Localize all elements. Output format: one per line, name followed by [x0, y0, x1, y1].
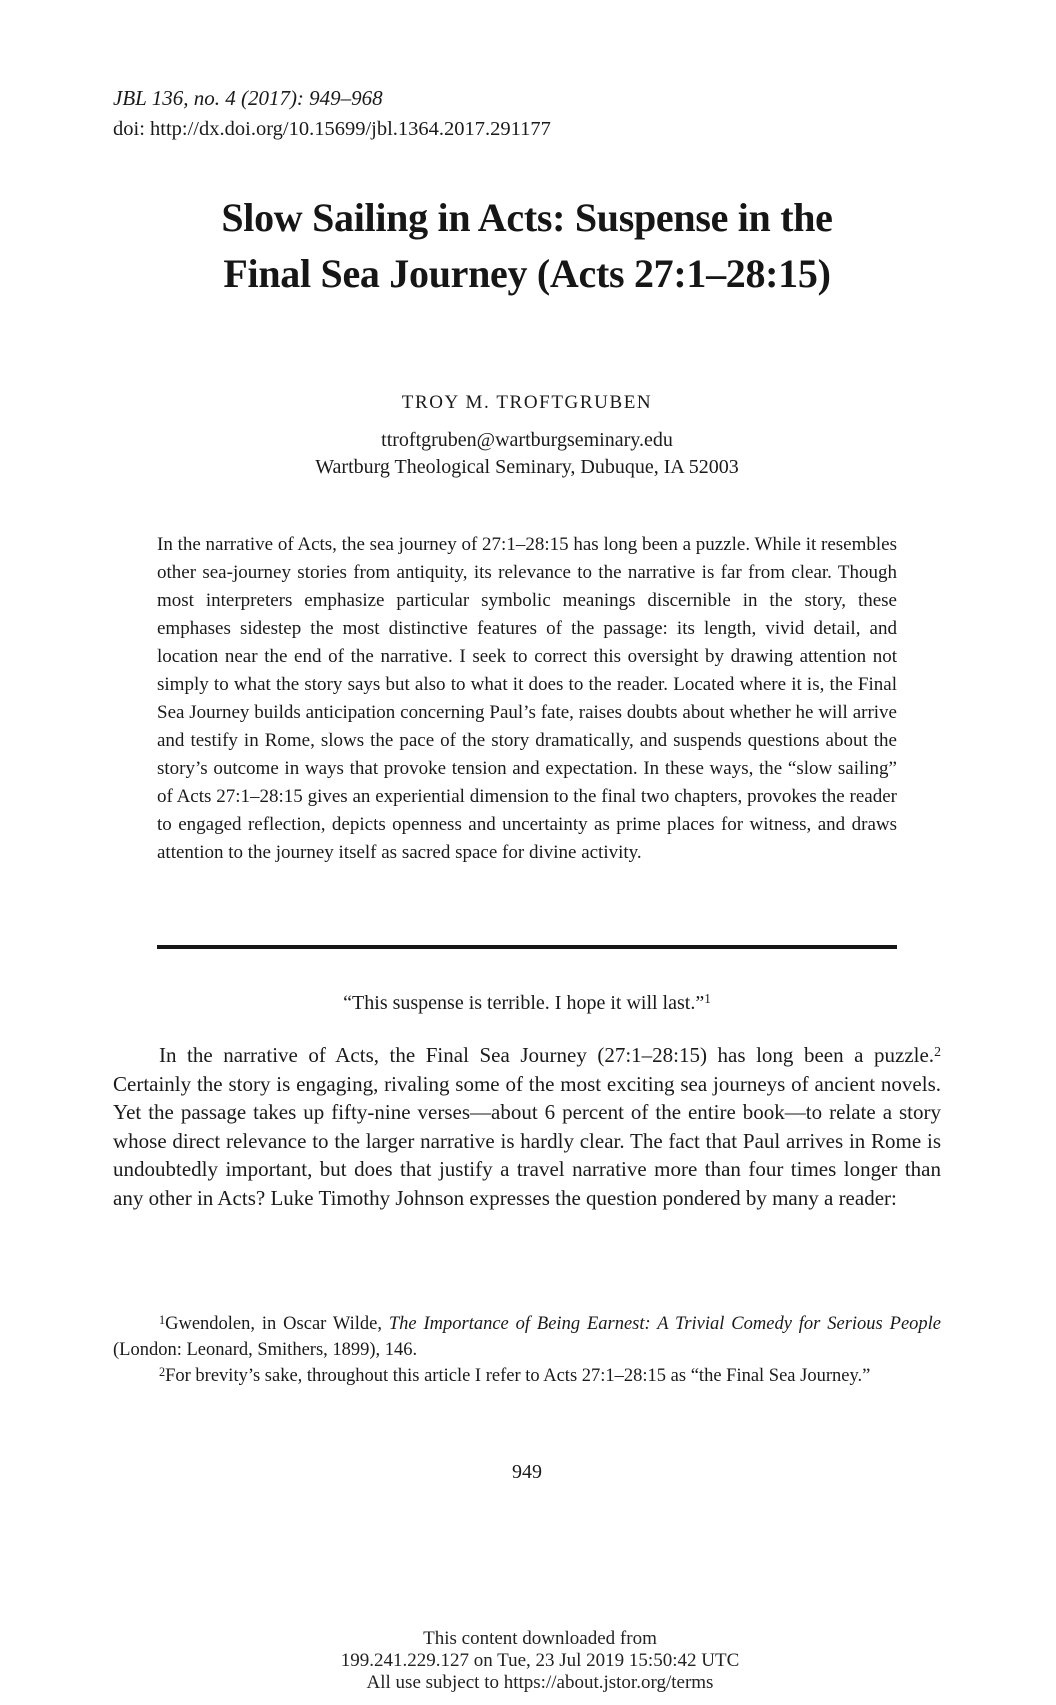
epigraph-quote: “This suspense is terrible. I hope it will last.”	[343, 992, 705, 1014]
body-text-after-note: Certainly the story is engaging, rivaling some of the most exciting sea journeys of ancient novels. Yet the passage takes up fifty-nine verses—about 6 percent of the entire book—to relate a story whose direct relevance to the larger narrative is hardly clear. The fact that Paul arrives in Rome is undoubtedly important, but does that justify a travel narrative more than four times longer than any other in Acts? Luke Timothy Johnson expresses the question pondered by many a reader:	[113, 1071, 941, 1210]
footnotes-block	[113, 1311, 941, 1389]
body-paragraph	[113, 1041, 941, 1212]
footnote-2	[113, 1363, 941, 1389]
footnote-2-number: 2	[159, 1364, 166, 1379]
footnote-1-text-end: (London: Leonard, Smithers, 1899), 146.	[113, 1340, 418, 1360]
footer-line-1: This content downloaded from	[423, 1628, 657, 1649]
footnote-ref-2: 2	[934, 1043, 941, 1059]
author-email: ttroftgruben@wartburgseminary.edu	[381, 429, 673, 451]
doi-line: doi: http://dx.doi.org/10.15699/jbl.1364.2017.291177	[113, 118, 551, 140]
footnote-1-number: 1	[159, 1312, 166, 1327]
journal-citation: JBL 136, no. 4 (2017): 949–968	[113, 86, 383, 110]
author-block	[113, 390, 941, 481]
footnote-1	[113, 1311, 941, 1363]
author-affiliation: Wartburg Theological Seminary, Dubuque, IA 52003	[315, 456, 739, 478]
author-name: TROY M. TROFTGRUBEN	[401, 392, 653, 413]
abstract-text: In the narrative of Acts, the sea journey of 27:1–28:15 has long been a puzzle. While it resembles other sea-journey stories from antiquity, its relevance to the narrative is far from clear. Though most interpreters emphasize particular symbolic meanings discernible in the story, these emphases sidestep the most distinctive features of the passage: its length, vivid detail, and location near the end of the narrative. I seek to correct this oversight by drawing attention not simply to what the story says but also to what it does to the reader. Located where it is, the Final Sea Journey builds anticipation concerning Paul’s fate, raises doubts about whether he will arrive and testify in Rome, slows the pace of the story dramatically, and suspends questions about the story’s outcome in ways that provoke tension and expectation. In these ways, the “slow sailing” of Acts 27:1–28:15 gives an experiential dimension to the final two chapters, provokes the reader to engaged reflection, depicts openness and uncertainty as prime places for witness, and draws attention to the journey itself as sacred space for divine activity.	[157, 534, 897, 863]
footer-line-2: 199.241.229.127 on Tue, 23 Jul 2019 15:50:42 UTC	[340, 1650, 740, 1671]
footer-line-3: All use subject to https://about.jstor.org/terms	[366, 1672, 714, 1693]
footnote-1-text-start: Gwendolen, in Oscar Wilde,	[165, 1314, 389, 1334]
footnote-1-book-title: The Importance of Being Earnest: A Trivial Comedy for Serious People	[388, 1314, 942, 1334]
article-title	[113, 190, 941, 302]
page-number: 949	[512, 1461, 542, 1483]
body-text-before-note: In the narrative of Acts, the Final Sea Journey (27:1–28:15) has long been a puzzle.	[159, 1043, 935, 1067]
article-title-line-1: Slow Sailing in Acts: Suspense in the	[221, 195, 833, 240]
footnote-2-text: For brevity’s sake, throughout this article I refer to Acts 27:1–28:15 as “the Final Sea Journey.”	[165, 1366, 871, 1386]
jstor-footer	[0, 1628, 1056, 1694]
article-title-line-2: Final Sea Journey (Acts 27:1–28:15)	[223, 251, 831, 296]
epigraph	[113, 990, 941, 1016]
section-divider-rule	[157, 945, 897, 949]
footnote-ref-1: 1	[704, 991, 711, 1007]
